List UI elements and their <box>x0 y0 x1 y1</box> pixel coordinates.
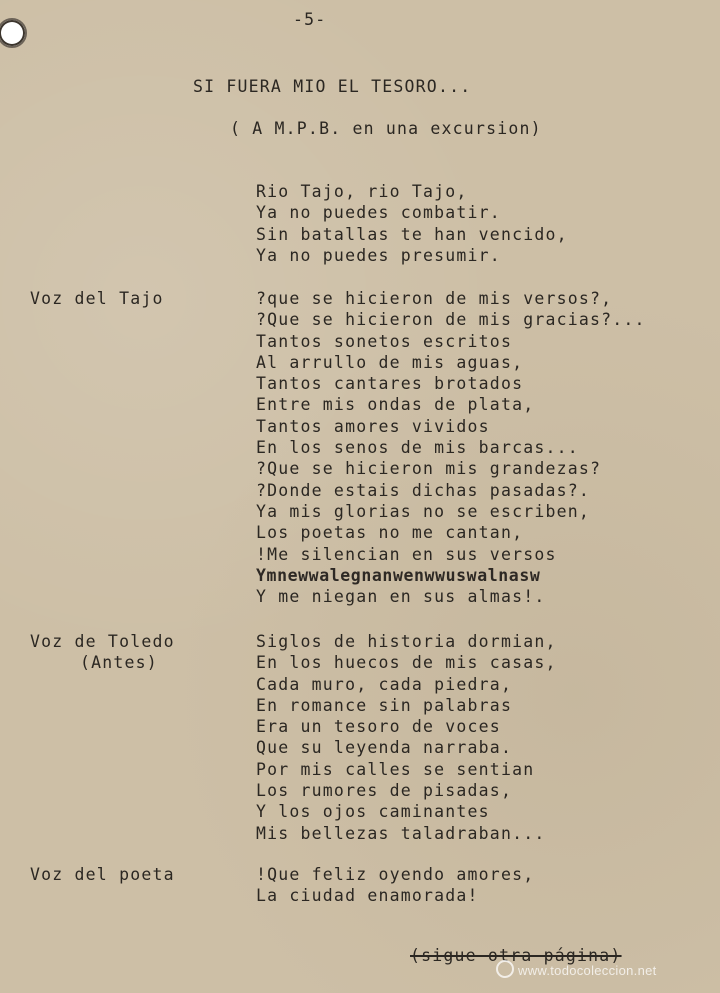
verse-line: Al arrullo de mis aguas, <box>256 352 524 372</box>
verse-line: Ya mis glorias no se escriben, <box>256 501 591 521</box>
watermark-logo-icon <box>496 960 514 978</box>
verse-line: Rio Tajo, rio Tajo, <box>256 182 468 201</box>
verse-line: En romance sin palabras <box>256 695 513 715</box>
verse-line: Por mis calles se sentian <box>256 759 535 779</box>
verse-line: Tantos sonetos escritos <box>256 331 513 351</box>
verse-line: Los poetas no me cantan, <box>256 523 524 543</box>
verse-line: Era un tesoro de voces <box>256 717 501 737</box>
stanza-intro <box>256 181 568 266</box>
verse-line: Ya no puedes presumir. <box>256 245 501 265</box>
speaker-toledo-note: (Antes) <box>80 653 158 672</box>
verse-line: En los senos de mis barcas... <box>256 438 579 458</box>
verse-line: En los huecos de mis casas, <box>256 653 557 673</box>
verse-line: Tantos amores vividos <box>256 416 490 436</box>
verse-line: Entre mis ondas de plata, <box>256 395 535 415</box>
verse-line: ?Donde estais dichas pasadas?. <box>256 480 591 500</box>
verse-line: Y me niegan en sus almas!. <box>256 587 546 607</box>
punch-hole <box>0 18 27 48</box>
verse-line: ?Que se hicieron mis grandezas? <box>256 459 602 479</box>
dedication: ( A M.P.B. en una excursion) <box>230 119 542 138</box>
verse-line: Mis bellezas taladraban... <box>256 823 546 843</box>
watermark <box>496 960 657 978</box>
verse-line: Siglos de historia dormian, <box>256 632 557 651</box>
stanza-tajo <box>256 288 646 607</box>
verse-line: ?que se hicieron de mis versos?, <box>256 289 613 308</box>
watermark-text: www.todocoleccion.net <box>518 963 657 978</box>
verse-line: Y los ojos caminantes <box>256 802 490 822</box>
verse-line: Que su leyenda narraba. <box>256 738 513 758</box>
stanza-toledo <box>256 631 557 844</box>
speaker-poeta: Voz del poeta <box>30 865 175 884</box>
verse-line: !Me silencian en sus versos <box>256 544 557 564</box>
verse-line: La ciudad enamorada! <box>256 886 479 906</box>
stanza-poeta <box>256 864 534 907</box>
verse-line: !Que feliz oyendo amores, <box>256 865 535 884</box>
speaker-tajo: Voz del Tajo <box>30 289 164 308</box>
page-number: -5- <box>293 10 327 29</box>
verse-line: ?Que se hicieron de mis gracias?... <box>256 310 646 330</box>
speaker-toledo: Voz de Toledo <box>30 632 175 651</box>
overtyped-line: Ymnewwalegnanwenwwuswalnasw <box>256 565 541 585</box>
verse-line: Sin batallas te han vencido, <box>256 224 568 244</box>
footer-note: (sigue otra página) <box>410 946 622 965</box>
verse-line: Cada muro, cada piedra, <box>256 674 513 694</box>
verse-line: Los rumores de pisadas, <box>256 781 513 801</box>
verse-line: Ya no puedes combatir. <box>256 203 501 223</box>
poem-title: SI FUERA MIO EL TESORO... <box>193 77 472 96</box>
verse-line: Tantos cantares brotados <box>256 374 524 394</box>
